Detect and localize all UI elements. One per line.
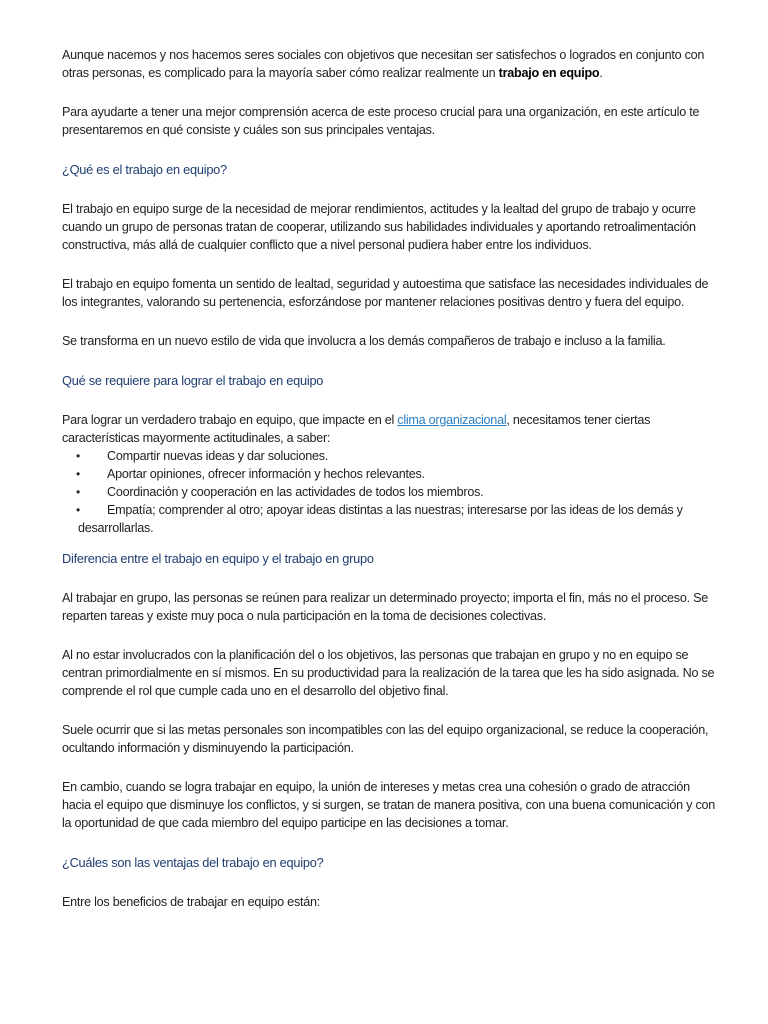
section-heading-requirements: Qué se requiere para lograr el trabajo en equipo <box>62 373 324 388</box>
document-body <box>62 46 722 911</box>
section1-paragraph-2: El trabajo en equipo fomenta un sentido de lealtad, seguridad y autoestima que satisface las necesidades individuales de los integrantes, valorando su pertenencia, esforzándose por mantener relaciones positivas dentro y fuera del equipo. <box>62 277 709 309</box>
list-item-text: Aportar opiniones, ofrecer información y hechos relevantes. <box>107 467 425 481</box>
section-heading-difference: Diferencia entre el trabajo en equipo y el trabajo en grupo <box>62 551 374 566</box>
clima-organizacional-link[interactable]: clima organizacional <box>397 413 507 427</box>
bullet-icon: • <box>76 449 80 463</box>
list-item-text: Empatía; comprender al otro; apoyar ideas distintas a las nuestras; interesarse por las ideas de los demás y desarrollarlas. <box>78 503 683 535</box>
section-heading-advantages: ¿Cuáles son las ventajas del trabajo en equipo? <box>62 855 324 870</box>
section4-paragraph-1: Entre los beneficios de trabajar en equipo están: <box>62 895 320 909</box>
intro-paragraph-2: Para ayudarte a tener una mejor comprensión acerca de este proceso crucial para una organización, en este artículo te presentaremos en qué consiste y cuáles son sus principales ventajas. <box>62 105 700 137</box>
intro-period: . <box>599 66 603 80</box>
bullet-icon: • <box>76 503 80 517</box>
list-item <box>62 483 722 501</box>
list-item-text: Coordinación y cooperación en las actividades de todos los miembros. <box>107 485 484 499</box>
list-item-text: Compartir nuevas ideas y dar soluciones. <box>107 449 328 463</box>
section2-text-after: , necesitamos tener ciertas características mayormente actitudinales, a saber: <box>62 413 651 445</box>
bullet-icon: • <box>76 467 80 481</box>
intro-text: Aunque nacemos y nos hacemos seres sociales con objetivos que necesitan ser satisfechos o logrados en conjunto con otras personas, es complicado para la mayoría saber cómo realizar realmente un <box>62 48 705 80</box>
bullet-icon: • <box>76 485 80 499</box>
section3-paragraph-2: Al no estar involucrados con la planificación del o los objetivos, las personas que trabajan en grupo y no en equipo se centran primordialmente en sí mismos. En su productividad para la realización de la tarea que les ha sido asignada. No se comprende el rol que cumple cada uno en el desarrollo del objetivo final. <box>62 648 715 698</box>
section1-paragraph-3: Se transforma en un nuevo estilo de vida que involucra a los demás compañeros de trabajo e incluso a la familia. <box>62 334 666 348</box>
section2-text-before: Para lograr un verdadero trabajo en equipo, que impacte en el <box>62 413 398 427</box>
list-item <box>62 501 722 537</box>
section1-paragraph-1: El trabajo en equipo surge de la necesidad de mejorar rendimientos, actitudes y la lealtad del grupo de trabajo y ocurre cuando un grupo de personas tratan de cooperar, utilizando sus habilidades individuales y aportando retroalimentación constructiva, más allá de cualquier conflicto que a nivel personal pudiera haber entre los individuos. <box>62 202 696 252</box>
section3-paragraph-1: Al trabajar en grupo, las personas se reúnen para realizar un determinado proyecto; importa el fin, más no el proceso. Se reparten tareas y existe muy poca o nula participación en la toma de decisiones colectivas. <box>62 591 708 623</box>
requirements-list <box>62 447 722 537</box>
section3-paragraph-3: Suele ocurrir que si las metas personales son incompatibles con las del equipo organizacional, se reduce la cooperación, ocultando información y disminuyendo la participación. <box>62 723 709 755</box>
section-heading-what-is: ¿Qué es el trabajo en equipo? <box>62 162 227 177</box>
intro-paragraph-1 <box>62 46 722 82</box>
section3-paragraph-4: En cambio, cuando se logra trabajar en equipo, la unión de intereses y metas crea una cohesión o grado de atracción hacia el equipo que disminuye los conflictos, y si surgen, se tratan de manera positiva, con una buena comunicación y con la oportunidad de que cada miembro del equipo participe en las decisiones a tomar. <box>62 780 716 830</box>
section2-paragraph-1 <box>62 411 722 447</box>
list-item <box>62 447 722 465</box>
bold-phrase: trabajo en equipo <box>498 66 600 80</box>
list-item <box>62 465 722 483</box>
